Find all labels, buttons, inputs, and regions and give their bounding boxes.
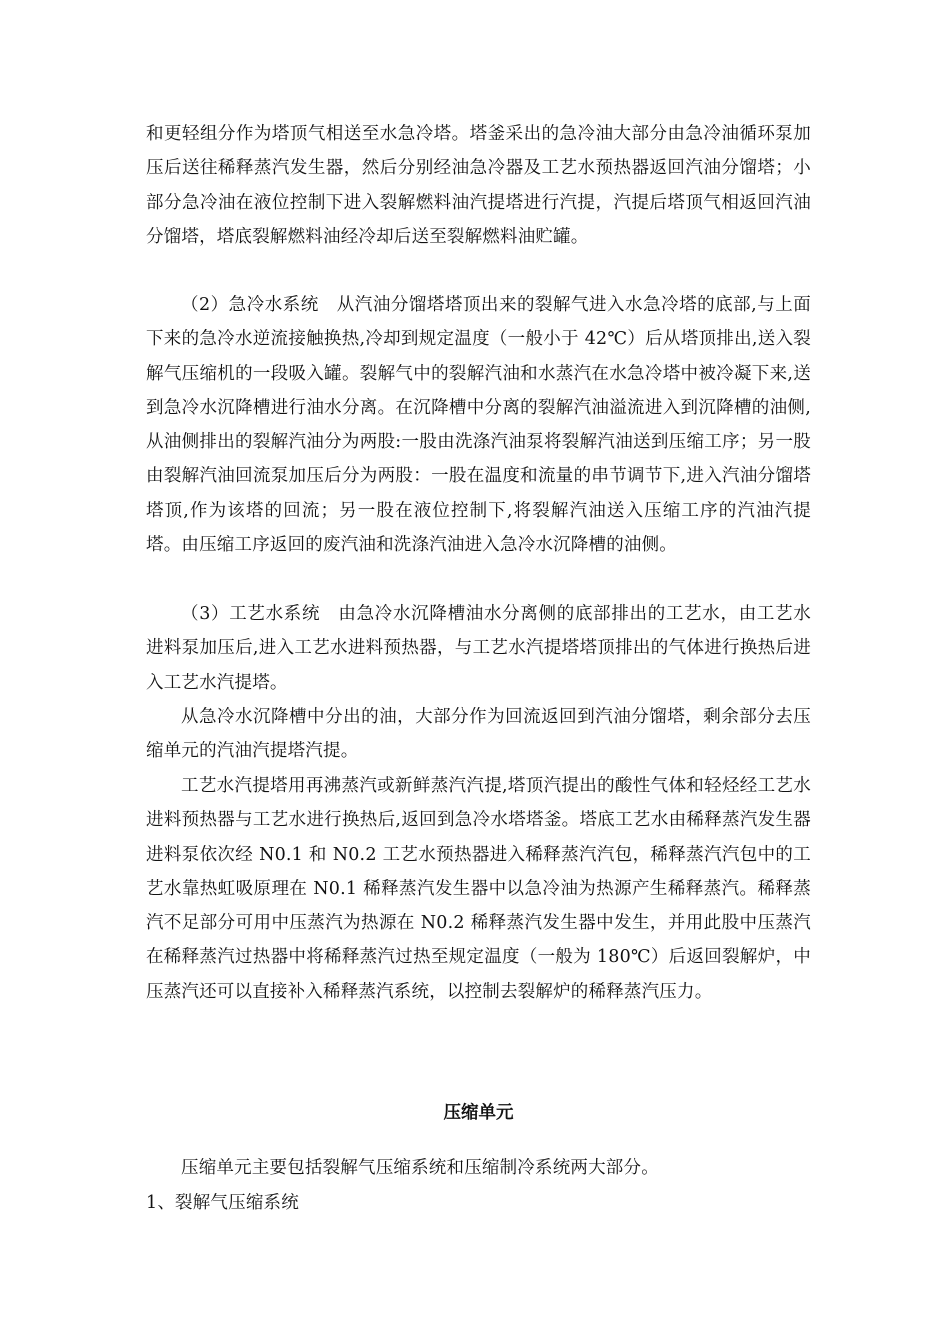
subsection-heading-cracked-gas-compression: 1、裂解气压缩系统 bbox=[146, 1193, 299, 1213]
paragraph-quench-water-system: （2）急冷水系统 从汽油分馏塔塔顶出来的裂解气进入水急冷塔的底部,与上面下来的急冷水逆流接触换热,冷却到规定温度（一般小于 42℃）后从塔顶排出,送入裂解气压缩机的一段吸入罐。裂解气中的裂解汽油和水蒸汽在水急冷塔中被冷凝下来,送到急冷水沉降槽进行油水分离。在沉降槽中分离的裂解汽油溢流进入到沉降槽的油侧,从油侧排出的裂解汽油分为两股:一股由洗涤汽油泵将裂解汽油送到压缩工序；另一股由裂解汽油回流泵加压后分为两股：一股在温度和流量的串节调节下,进入汽油分馏塔塔顶,作为该塔的回流；另一股在液位控制下,将裂解汽油送入压缩工序的汽油汽提塔。由压缩工序返回的废汽油和洗涤汽油进入急冷水沉降槽的油侧。 bbox=[146, 295, 811, 556]
paragraph-process-water-system: （3）工艺水系统 由急冷水沉降槽油水分离侧的底部排出的工艺水，由工艺水进料泵加压后,进入工艺水进料预热器，与工艺水汽提塔塔顶排出的气体进行换热后进入工艺水汽提塔。 bbox=[146, 604, 811, 693]
paragraph-stripper-dilution-steam: 工艺水汽提塔用再沸蒸汽或新鲜蒸汽汽提,塔顶汽提出的酸性气体和轻烃经工艺水进料预热器与工艺水进行换热后,返回到急冷水塔塔釜。塔底工艺水由稀释蒸汽发生器进料泵依次经 N0.1 和 N0.2 工艺水预热器进入稀释蒸汽汽包，稀释蒸汽汽包中的工艺水靠热虹吸原理在 N0.1 稀释蒸汽发生器中以急冷油为热源产生稀释蒸汽。稀释蒸汽不足部分可用中压蒸汽为热源在 N0.2 稀释蒸汽发生器中发生，并用此股中压蒸汽在稀释蒸汽过热器中将稀释蒸汽过热至规定温度（一般为 180℃）后返回裂解炉，中压蒸汽还可以直接补入稀释蒸汽系统，以控制去裂解炉的稀释蒸汽压力。 bbox=[146, 776, 811, 1002]
paragraph-oil-separation: 从急冷水沉降槽中分出的油，大部分作为回流返回到汽油分馏塔，剩余部分去压缩单元的汽油汽提塔汽提。 bbox=[146, 707, 811, 762]
paragraph-quench-oil-continued: 和更轻组分作为塔顶气相送至水急冷塔。塔釜采出的急冷油大部分由急冷油循环泵加压后送往稀释蒸汽发生器，然后分别经油急冷器及工艺水预热器返回汽油分馏塔；小部分急冷油在液位控制下进入裂解燃料油汽提塔进行汽提，汽提后塔顶气相返回汽油分馏塔，塔底裂解燃料油经冷却后送至裂解燃料油贮罐。 bbox=[146, 124, 811, 247]
paragraph-compression-intro: 压缩单元主要包括裂解气压缩系统和压缩制冷系统两大部分。 bbox=[181, 1158, 659, 1178]
section-heading-compression-unit: 压缩单元 bbox=[443, 1103, 514, 1123]
